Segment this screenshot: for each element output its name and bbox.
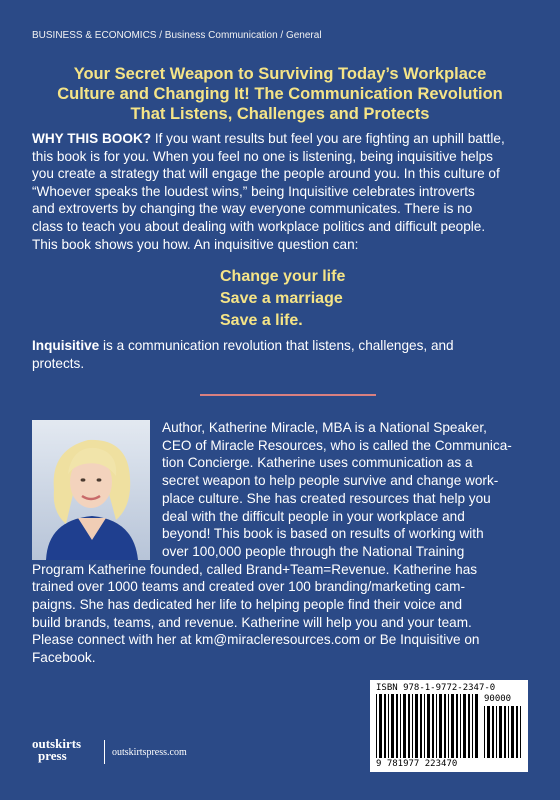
- barcode-digits: 9 781977 223470: [376, 759, 458, 769]
- bio-line: Program Katherine founded, called Brand+Team=Revenue. Katherine has: [32, 561, 478, 577]
- barcode-bar: [468, 694, 470, 758]
- section-divider: [200, 394, 376, 396]
- intro-line: you create a strategy that will engage the people around you. In this culture of: [32, 166, 500, 182]
- bio-line: secret weapon to help people survive and change work-: [162, 473, 499, 489]
- barcode-bar: [376, 694, 377, 758]
- intro-line: class to teach you about dealing with workplace politics and difficult people.: [32, 218, 486, 234]
- barcode-bar: [420, 694, 422, 758]
- highlight-list: [220, 266, 345, 332]
- highlight-item: Save a life.: [220, 312, 303, 329]
- barcode-bar: [439, 694, 442, 758]
- barcode-bar: [412, 694, 413, 758]
- isbn-barcode: [370, 680, 528, 772]
- barcode-bar: [432, 694, 434, 758]
- bio-line: deal with the difficult people in your workplace and: [162, 508, 465, 524]
- intro-line: [32, 130, 542, 148]
- intro-line: “Whoever speaks the loudest wins,” being Inquisitive celebrates introverts: [32, 183, 475, 199]
- intro-paragraph: [32, 130, 542, 253]
- price-barcode-bars: [484, 706, 522, 758]
- barcode-bar: [400, 694, 401, 758]
- bio-line: Please connect with her at km@miracleresources.com or Be Inquisitive on: [32, 632, 480, 648]
- barcode-bar: [487, 706, 490, 758]
- intro-lead: WHY THIS BOOK?: [32, 131, 152, 146]
- barcode-bar: [511, 706, 514, 758]
- barcode-bar: [460, 694, 461, 758]
- barcode-bar: [475, 694, 478, 758]
- barcode-bar: [384, 694, 386, 758]
- barcode-bar: [403, 694, 406, 758]
- price-code: 90000: [484, 694, 512, 704]
- inquisitive-paragraph: [32, 337, 532, 372]
- author-bio: [32, 419, 542, 667]
- barcode-bar: [391, 694, 394, 758]
- publisher-logo-line: outskirts: [32, 736, 82, 751]
- barcode-bar: [463, 694, 466, 758]
- barcode-bar: [456, 694, 458, 758]
- highlight-item: Save a marriage: [220, 290, 343, 307]
- intro-first-line: If you want results but feel you are fighting an uphill battle,: [151, 131, 505, 146]
- bio-line: CEO of Miracle Resources, who is called the Communica-: [162, 437, 512, 453]
- barcode-bar: [379, 694, 382, 758]
- headline: [20, 64, 540, 124]
- headline-line: Culture and Changing It! The Communication Revolution: [57, 85, 503, 103]
- headline-line: That Listens, Challenges and Protects: [130, 105, 430, 123]
- inquisitive-first-line: is a communication revolution that listens, challenges, and: [99, 338, 454, 353]
- intro-line: this book is for you. When you feel no one is listening, being inquisitive helps: [32, 148, 493, 164]
- barcode-bar: [499, 706, 502, 758]
- barcode-bar: [520, 706, 521, 758]
- headline-line: Your Secret Weapon to Surviving Today’s Workplace: [73, 65, 487, 83]
- barcode-bar: [451, 694, 454, 758]
- bio-line: tion Concierge. Katherine uses communication as a: [162, 455, 473, 471]
- barcode-bar: [496, 706, 497, 758]
- bio-line: place culture. She has created resources that help you: [162, 490, 491, 506]
- barcode-bar: [396, 694, 398, 758]
- highlight-item: Change your life: [220, 268, 346, 285]
- barcode-bar: [492, 706, 494, 758]
- publisher-website: outskirtspress.com: [112, 747, 187, 758]
- barcode-bar: [504, 706, 506, 758]
- bio-line: beyond! This book is based on results of working with: [162, 526, 484, 542]
- publisher-logo-line: press: [38, 748, 67, 763]
- bio-line: trained over 1000 teams and created over 100 branding/marketing cam-: [32, 579, 465, 595]
- bio-line: Facebook.: [32, 650, 96, 666]
- barcode-bar: [472, 694, 473, 758]
- bio-line: Author, Katherine Miracle, MBA is a National Speaker,: [162, 420, 487, 435]
- publisher-divider: [104, 740, 105, 764]
- bio-line: over 100,000 people through the National Training: [162, 543, 465, 559]
- barcode-bar: [484, 706, 485, 758]
- intro-line: This book shows you how. An inquisitive question can:: [32, 236, 359, 252]
- intro-line: and extroverts by changing the way everyone communicates. There is no: [32, 201, 473, 217]
- inquisitive-line: [32, 337, 532, 355]
- isbn-number: ISBN 978-1-9772-2347-0: [376, 683, 496, 693]
- publisher-logo: [32, 738, 81, 762]
- barcode-bar: [444, 694, 446, 758]
- barcode-bar: [448, 694, 449, 758]
- barcode-bar: [408, 694, 410, 758]
- bio-line: paigns. She has dedicated her life to helping people find their voice and: [32, 597, 463, 613]
- inquisitive-line: protects.: [32, 355, 85, 371]
- barcode-bar: [436, 694, 437, 758]
- barcode-bar: [388, 694, 389, 758]
- barcode-bar: [508, 706, 509, 758]
- barcode-bar: [427, 694, 430, 758]
- barcode-bar: [415, 694, 418, 758]
- barcode-bar: [516, 706, 518, 758]
- barcode-bar: [424, 694, 425, 758]
- barcode-bars: [376, 694, 480, 758]
- bio-line: build brands, teams, and revenue. Katherine will help you and your team.: [32, 614, 472, 630]
- inquisitive-lead: Inquisitive: [32, 338, 100, 353]
- category-label: BUSINESS & ECONOMICS / Business Communication / General: [32, 30, 322, 41]
